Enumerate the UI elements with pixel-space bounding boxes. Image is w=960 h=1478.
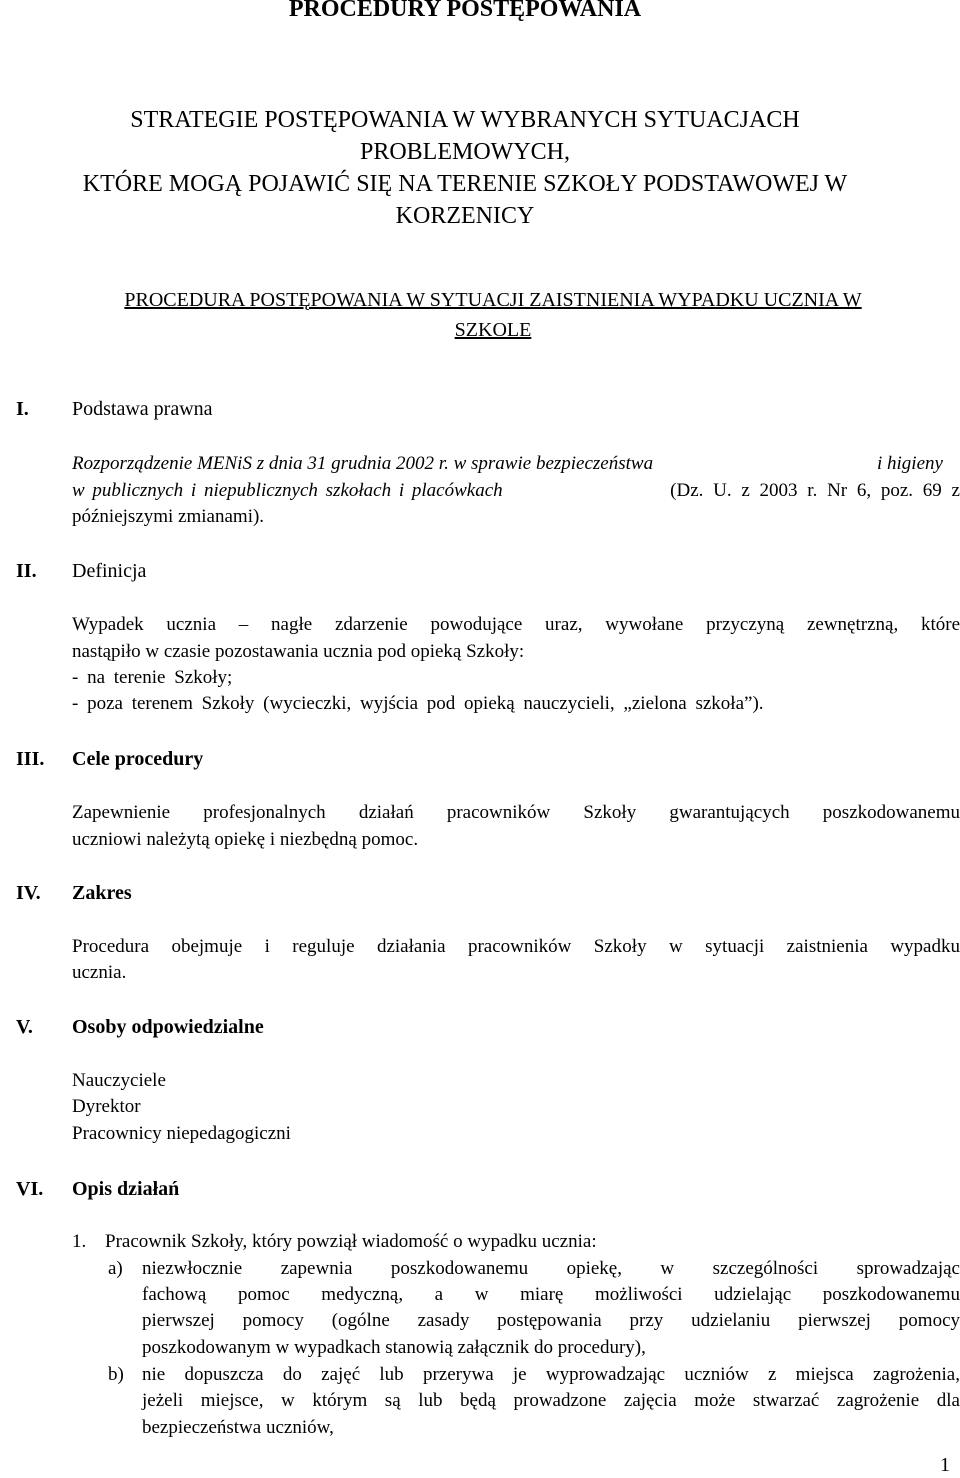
responsible-director: Dyrektor xyxy=(72,1096,141,1117)
document-title: PROCEDURY POSTĘPOWANIA xyxy=(288,0,642,22)
goals-line-2: uczniowi należytą opiekę i niezbędną pomoc. xyxy=(72,829,419,850)
action-item-b-label: b) xyxy=(108,1364,124,1385)
action-item-a-line-1: niezwłocznie zapewnia poszkodowanemu opiekę, w szczególności sprowadzając xyxy=(142,1258,960,1279)
legal-basis-line-3: późniejszymi zmianami). xyxy=(72,506,265,527)
legal-basis-line-2-rest: (Dz. U. z 2003 r. Nr 6, poz. 69 z xyxy=(670,480,960,501)
responsible-staff: Pracownicy niepedagogiczni xyxy=(72,1123,291,1144)
section-5-number: V. xyxy=(16,1016,33,1038)
section-3-heading: Cele procedury xyxy=(72,748,204,770)
definition-line-4: - poza terenem Szkoły (wycieczki, wyjścia pod opieką nauczycieli, „zielona szkoła”). xyxy=(72,693,764,714)
section-2-number: II. xyxy=(16,560,37,582)
responsible-teachers: Nauczyciele xyxy=(72,1070,166,1091)
legal-basis-line-1-end: i higieny xyxy=(877,453,943,474)
definition-line-3: - na terenie Szkoły; xyxy=(72,667,233,688)
section-1-number: I. xyxy=(16,398,29,420)
strategy-title-line-1: STRATEGIE POSTĘPOWANIA W WYBRANYCH SYTUACJACH xyxy=(130,107,800,133)
legal-basis-line-1: Rozporządzenie MENiS z dnia 31 grudnia 2002 r. w sprawie bezpieczeństwa xyxy=(72,453,654,474)
action-item-a-label: a) xyxy=(108,1258,123,1279)
section-4-number: IV. xyxy=(16,882,41,904)
section-6-heading: Opis działań xyxy=(72,1178,180,1200)
legal-basis-line-2-italic: w publicznych i niepublicznych szkołach i placówkach xyxy=(72,480,503,501)
strategy-title-line-2: PROBLEMOWYCH, xyxy=(359,139,570,165)
page-number: 1 xyxy=(940,1454,950,1476)
legal-basis-line-2 xyxy=(72,478,960,504)
action-item-a-line-3: pierwszej pomocy (ogólne zasady postępowania przy udzielaniu pierwszej pomocy xyxy=(142,1310,960,1331)
procedure-title-line-1: PROCEDURA POSTĘPOWANIA W SYTUACJI ZAISTNIENIA WYPADKU UCZNIA W xyxy=(124,289,862,311)
section-6-number: VI. xyxy=(16,1178,44,1200)
section-2-heading: Definicja xyxy=(72,560,147,582)
section-5-heading: Osoby odpowiedzialne xyxy=(72,1016,264,1038)
action-item-1-text: Pracownik Szkoły, który powziął wiadomość o wypadku ucznia: xyxy=(105,1231,597,1252)
section-3-number: III. xyxy=(16,748,45,770)
strategy-title-line-4: KORZENICY xyxy=(395,203,535,229)
procedure-title-line-2: SZKOLE xyxy=(454,319,532,341)
action-item-1-number: 1. xyxy=(72,1231,87,1252)
definition-line-1: Wypadek ucznia – nagłe zdarzenie powodujące uraz, wywołane przyczyną zewnętrzną, które xyxy=(72,614,960,635)
strategy-title-line-3: KTÓRE MOGĄ POJAWIĆ SIĘ NA TERENIE SZKOŁY PODSTAWOWEJ W xyxy=(82,171,848,197)
scope-line-1: Procedura obejmuje i reguluje działania pracowników Szkoły w sytuacji zaistnienia wypadku xyxy=(72,936,960,957)
section-1-heading: Podstawa prawna xyxy=(72,398,213,420)
definition-line-2: nastąpiło w czasie pozostawania ucznia pod opieką Szkoły: xyxy=(72,641,525,662)
action-item-a-line-2: fachową pomoc medyczną, a w miarę możliwości udzielając poszkodowanemu xyxy=(142,1284,960,1305)
action-item-b-line-1: nie dopuszcza do zajęć lub przerywa je wyprowadzając uczniów z miejsca zagrożenia, xyxy=(142,1364,960,1385)
action-item-b-line-3: bezpieczeństwa uczniów, xyxy=(142,1417,334,1438)
action-item-a-line-4: poszkodowanym w wypadkach stanowią załącznik do procedury), xyxy=(142,1337,646,1358)
section-4-heading: Zakres xyxy=(72,882,132,904)
action-item-b-line-2: jeżeli miejsce, w którym są lub będą prowadzone zajęcia może stwarzać zagrożenie dla xyxy=(142,1390,960,1411)
scope-line-2: ucznia. xyxy=(72,962,127,983)
goals-line-1: Zapewnienie profesjonalnych działań pracowników Szkoły gwarantujących poszkodowanemu xyxy=(72,802,960,823)
